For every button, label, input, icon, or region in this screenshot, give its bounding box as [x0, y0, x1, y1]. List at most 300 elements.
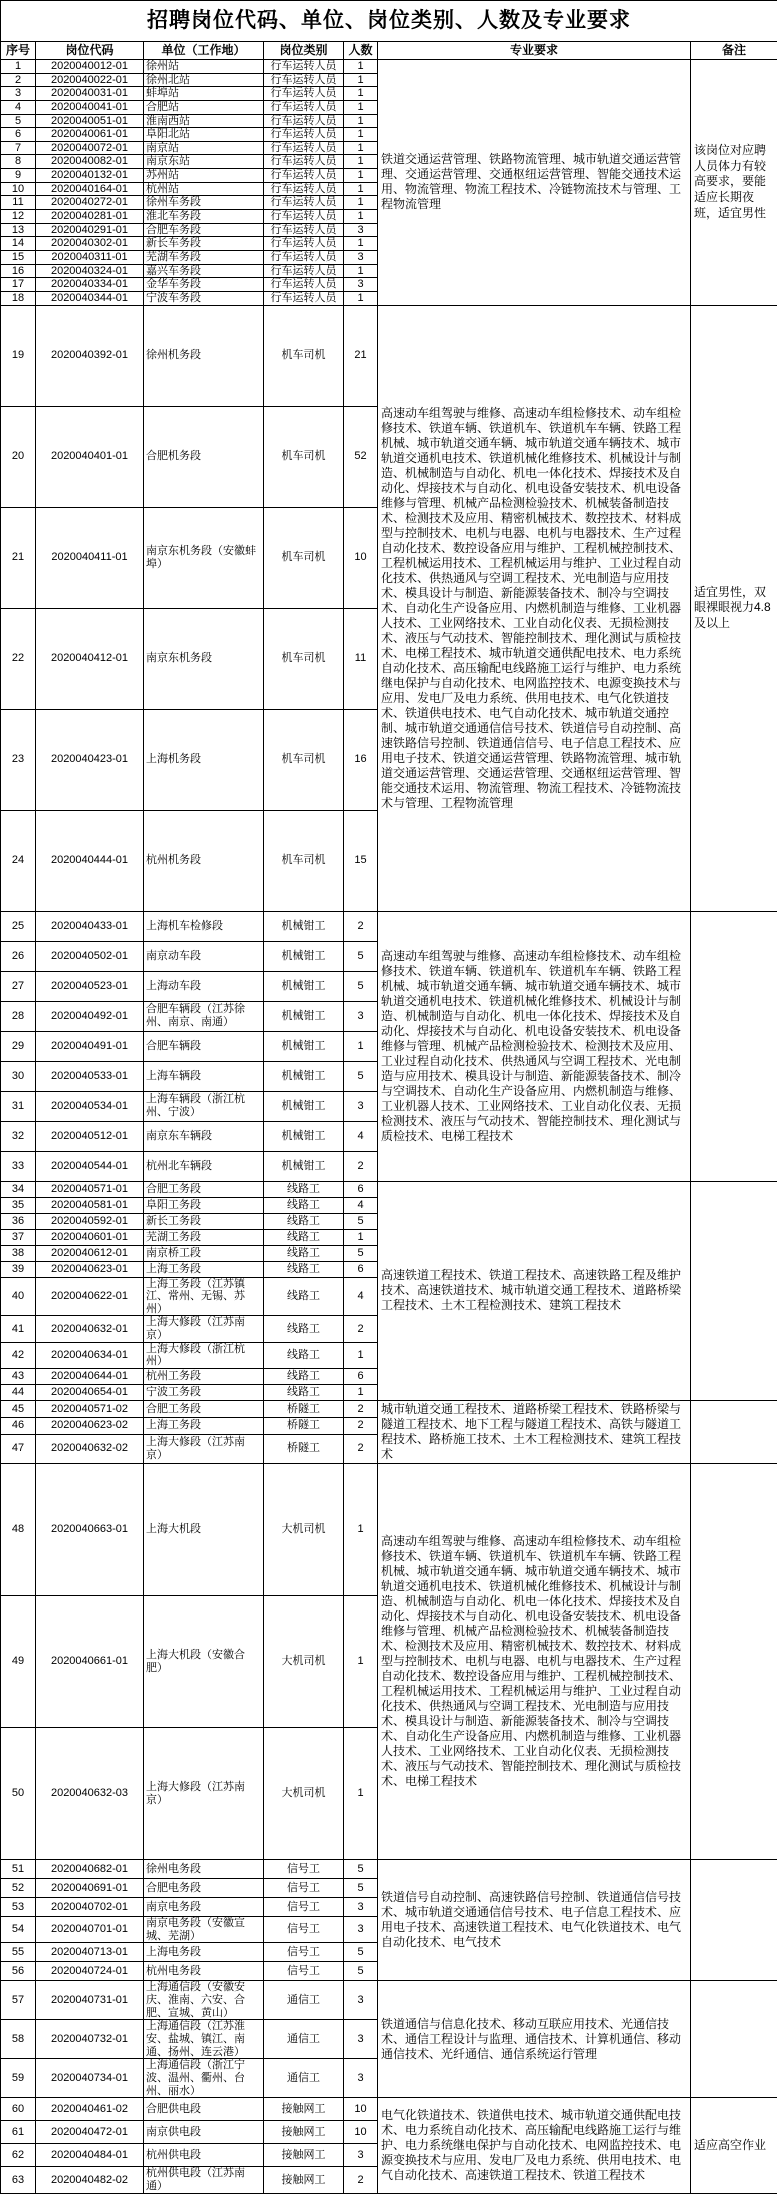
table-row	[1, 1464, 777, 1596]
cell-headcount: 1	[344, 141, 378, 155]
cell-headcount: 1	[344, 1229, 378, 1245]
cell-job-category: 机械钳工	[264, 1151, 344, 1181]
cell-row-number: 8	[1, 155, 36, 169]
cell-headcount: 1	[344, 1596, 378, 1728]
cell-job-code: 2020040051-01	[36, 114, 144, 128]
cell-work-unit: 上海大修段（江苏南京）	[144, 1434, 264, 1463]
cell-job-category: 机械钳工	[264, 941, 344, 971]
cell-work-unit: 合肥车辆段（江苏徐州、南京、南通）	[144, 1001, 264, 1031]
cell-job-category: 行车运转人员	[264, 291, 344, 305]
cell-headcount: 3	[344, 1981, 378, 2020]
cell-work-unit: 南京站	[144, 141, 264, 155]
cell-job-category: 机械钳工	[264, 971, 344, 1001]
cell-row-number: 43	[1, 1369, 36, 1385]
cell-work-unit: 杭州供电段（江苏南通）	[144, 2167, 264, 2193]
cell-requirement: 铁道通信与信息化技术、移动互联应用技术、光通信技术、通信工程设计与监理、通信技术、计算机通信、移动通信技术、光纤通信、通信系统运行管理	[378, 1981, 691, 2098]
cell-job-category: 线路工	[264, 1316, 344, 1342]
cell-headcount: 5	[344, 971, 378, 1001]
cell-row-number: 58	[1, 2020, 36, 2059]
cell-headcount: 5	[344, 1943, 378, 1962]
cell-job-code: 2020040401-01	[36, 406, 144, 507]
cell-headcount: 1	[344, 210, 378, 224]
cell-row-number: 10	[1, 182, 36, 196]
cell-job-code: 2020040533-01	[36, 1061, 144, 1091]
cell-headcount: 3	[344, 2059, 378, 2098]
cell-job-category: 大机司机	[264, 1728, 344, 1860]
table-row	[1, 2098, 777, 2121]
cell-requirement: 城市轨道交通工程技术、道路桥梁工程技术、铁路桥梁与隧道工程技术、地下工程与隧道工程技术、高铁与隧道工程技术、路桥施工技术、土木工程检测技术、建筑工程技术	[378, 1401, 691, 1464]
cell-job-code: 2020040534-01	[36, 1091, 144, 1121]
table-row	[1, 60, 777, 74]
cell-job-category: 通信工	[264, 2059, 344, 2098]
cell-row-number: 34	[1, 1181, 36, 1197]
cell-job-category: 行车运转人员	[264, 60, 344, 74]
cell-work-unit: 徐州电务段	[144, 1860, 264, 1879]
cell-work-unit: 徐州机务段	[144, 305, 264, 406]
cell-job-category: 线路工	[264, 1342, 344, 1368]
cell-headcount: 1	[344, 182, 378, 196]
cell-row-number: 29	[1, 1031, 36, 1061]
cell-work-unit: 杭州工务段	[144, 1369, 264, 1385]
cell-job-category: 信号工	[264, 1917, 344, 1943]
cell-job-category: 机车司机	[264, 709, 344, 810]
cell-row-number: 37	[1, 1229, 36, 1245]
cell-work-unit: 上海车辆段	[144, 1061, 264, 1091]
cell-job-code: 2020040523-01	[36, 971, 144, 1001]
cell-job-code: 2020040734-01	[36, 2059, 144, 2098]
cell-row-number: 44	[1, 1385, 36, 1401]
cell-remark	[691, 911, 777, 1181]
cell-row-number: 4	[1, 100, 36, 114]
cell-job-code: 2020040472-01	[36, 2121, 144, 2144]
cell-headcount: 1	[344, 237, 378, 251]
cell-job-code: 2020040291-01	[36, 223, 144, 237]
cell-job-category: 行车运转人员	[264, 223, 344, 237]
cell-requirement: 电气化铁道技术、铁道供电技术、城市轨道交通供配电技术、电力系统自动化技术、高压输配电线路施工运行与维护、电力系统继电保护与自动化技术、电网监控技术、电源变换技术与应用、发电厂及电力系统、供用电技术、电气自动化技术、高速铁道工程技术、铁道工程技术	[378, 2098, 691, 2193]
cell-work-unit: 南京东站	[144, 155, 264, 169]
cell-headcount: 2	[344, 1316, 378, 1342]
cell-work-unit: 宁波车务段	[144, 291, 264, 305]
cell-row-number: 53	[1, 1898, 36, 1917]
cell-work-unit: 合肥站	[144, 100, 264, 114]
cell-work-unit: 徐州北站	[144, 73, 264, 87]
cell-job-category: 大机司机	[264, 1464, 344, 1596]
cell-job-code: 2020040512-01	[36, 1121, 144, 1151]
cell-job-category: 线路工	[264, 1213, 344, 1229]
cell-row-number: 40	[1, 1277, 36, 1316]
cell-job-category: 线路工	[264, 1229, 344, 1245]
cell-headcount: 11	[344, 608, 378, 709]
cell-job-code: 2020040324-01	[36, 264, 144, 278]
cell-job-code: 2020040702-01	[36, 1898, 144, 1917]
cell-headcount: 3	[344, 278, 378, 292]
cell-headcount: 5	[344, 1061, 378, 1091]
cell-job-category: 行车运转人员	[264, 237, 344, 251]
job-table-body	[1, 60, 777, 2194]
cell-headcount: 5	[344, 1962, 378, 1981]
cell-work-unit: 上海工务段（江苏镇江、常州、无锡、苏州）	[144, 1277, 264, 1316]
cell-job-category: 行车运转人员	[264, 182, 344, 196]
cell-job-code: 2020040632-03	[36, 1728, 144, 1860]
cell-job-code: 2020040713-01	[36, 1943, 144, 1962]
cell-row-number: 22	[1, 608, 36, 709]
cell-job-code: 2020040444-01	[36, 810, 144, 911]
cell-row-number: 15	[1, 250, 36, 264]
cell-job-category: 信号工	[264, 1962, 344, 1981]
cell-job-category: 行车运转人员	[264, 264, 344, 278]
cell-job-category: 接触网工	[264, 2144, 344, 2167]
cell-row-number: 3	[1, 87, 36, 101]
cell-headcount: 5	[344, 1245, 378, 1261]
cell-headcount: 52	[344, 406, 378, 507]
cell-job-category: 行车运转人员	[264, 169, 344, 183]
cell-job-code: 2020040482-02	[36, 2167, 144, 2193]
cell-headcount: 1	[344, 264, 378, 278]
cell-job-code: 2020040412-01	[36, 608, 144, 709]
cell-headcount: 1	[344, 114, 378, 128]
cell-job-code: 2020040392-01	[36, 305, 144, 406]
cell-work-unit: 上海工务段	[144, 1417, 264, 1434]
cell-requirement: 高速铁道工程技术、铁道工程技术、高速铁路工程及维护技术、高速铁道技术、城市轨道交通工程技术、道路桥梁工程技术、土木工程检测技术、建筑工程技术	[378, 1181, 691, 1400]
cell-job-category: 线路工	[264, 1197, 344, 1213]
cell-work-unit: 上海通信段（江苏淮安、盐城、镇江、南通、扬州、连云港）	[144, 2020, 264, 2059]
cell-job-category: 信号工	[264, 1879, 344, 1898]
cell-job-category: 机车司机	[264, 305, 344, 406]
cell-work-unit: 上海动车段	[144, 971, 264, 1001]
cell-work-unit: 淮北车务段	[144, 210, 264, 224]
cell-job-category: 线路工	[264, 1385, 344, 1401]
cell-work-unit: 苏州站	[144, 169, 264, 183]
cell-work-unit: 南京桥工段	[144, 1245, 264, 1261]
cell-job-category: 机械钳工	[264, 1091, 344, 1121]
cell-job-code: 2020040072-01	[36, 141, 144, 155]
cell-headcount: 10	[344, 2098, 378, 2121]
cell-work-unit: 上海电务段	[144, 1943, 264, 1962]
cell-headcount: 10	[344, 507, 378, 608]
cell-headcount: 10	[344, 2121, 378, 2144]
cell-headcount: 1	[344, 1342, 378, 1368]
cell-job-category: 大机司机	[264, 1596, 344, 1728]
cell-work-unit: 上海机务段	[144, 709, 264, 810]
cell-requirement: 高速动车组驾驶与维修、高速动车组检修技术、动车组检修技术、铁道车辆、铁道机车、铁道机车车辆、铁路工程机械、城市轨道交通车辆、城市轨道交通车辆技术、城市轨道交通机电技术、铁道机械化维修技术、机械设计与制造、机械制造与自动化、机电一体化技术、焊接技术及自动化、焊接技术与自动化、机电设备安装技术、机电设备维修与管理、机械产品检测检验技术、检测技术及应用、工业过程自动化技术、供热通风与空调工程技术、光电制造与应用技术、模具设计与制造、新能源装备技术、制冷与空调技术、自动化生产设备应用、内燃机制造与维修、工业机器人技术、工业网络技术、工业自动化仪表、无损检测技术、液压与气动技术、智能控制技术、理化测试与质检技术、电梯工程技术	[378, 911, 691, 1181]
cell-work-unit: 杭州站	[144, 182, 264, 196]
cell-row-number: 7	[1, 141, 36, 155]
cell-job-code: 2020040732-01	[36, 2020, 144, 2059]
cell-headcount: 3	[344, 223, 378, 237]
cell-remark	[691, 1181, 777, 1400]
cell-headcount: 2	[344, 1417, 378, 1434]
cell-job-category: 机车司机	[264, 507, 344, 608]
cell-row-number: 2	[1, 73, 36, 87]
cell-work-unit: 南京动车段	[144, 941, 264, 971]
cell-job-category: 接触网工	[264, 2167, 344, 2193]
cell-job-category: 桥隧工	[264, 1401, 344, 1418]
cell-work-unit: 南京电务段（安徽宣城、芜湖）	[144, 1917, 264, 1943]
cell-work-unit: 合肥工务段	[144, 1401, 264, 1418]
cell-row-number: 33	[1, 1151, 36, 1181]
cell-row-number: 42	[1, 1342, 36, 1368]
cell-job-category: 行车运转人员	[264, 278, 344, 292]
cell-remark	[691, 1981, 777, 2098]
column-header-requirement: 专业要求	[378, 42, 691, 60]
cell-remark: 适宜男性，双眼裸眼视力4.8及以上	[691, 305, 777, 911]
cell-job-code: 2020040491-01	[36, 1031, 144, 1061]
column-header-no: 序号	[1, 42, 36, 60]
title-row	[1, 1, 777, 42]
cell-headcount: 2	[344, 911, 378, 941]
cell-headcount: 2	[344, 1434, 378, 1463]
cell-job-code: 2020040502-01	[36, 941, 144, 971]
cell-row-number: 32	[1, 1121, 36, 1151]
cell-row-number: 31	[1, 1091, 36, 1121]
cell-headcount: 1	[344, 60, 378, 74]
cell-job-code: 2020040164-01	[36, 182, 144, 196]
cell-headcount: 16	[344, 709, 378, 810]
cell-work-unit: 阜阳北站	[144, 128, 264, 142]
cell-row-number: 60	[1, 2098, 36, 2121]
cell-job-code: 2020040623-01	[36, 1261, 144, 1277]
cell-row-number: 9	[1, 169, 36, 183]
cell-row-number: 39	[1, 1261, 36, 1277]
cell-job-category: 行车运转人员	[264, 87, 344, 101]
cell-job-category: 信号工	[264, 1860, 344, 1879]
cell-row-number: 12	[1, 210, 36, 224]
cell-work-unit: 上海通信段（浙江宁波、温州、衢州、台州、丽水）	[144, 2059, 264, 2098]
cell-work-unit: 徐州站	[144, 60, 264, 74]
cell-headcount: 6	[344, 1261, 378, 1277]
cell-work-unit: 上海大机段	[144, 1464, 264, 1596]
cell-job-category: 机车司机	[264, 608, 344, 709]
cell-job-code: 2020040691-01	[36, 1879, 144, 1898]
cell-work-unit: 上海车辆段（浙江杭州、宁波）	[144, 1091, 264, 1121]
cell-job-code: 2020040461-02	[36, 2098, 144, 2121]
cell-headcount: 4	[344, 1121, 378, 1151]
cell-headcount: 5	[344, 1213, 378, 1229]
cell-job-code: 2020040411-01	[36, 507, 144, 608]
cell-headcount: 3	[344, 1917, 378, 1943]
cell-job-category: 接触网工	[264, 2121, 344, 2144]
cell-row-number: 48	[1, 1464, 36, 1596]
table-row	[1, 1981, 777, 2020]
cell-job-category: 机械钳工	[264, 1061, 344, 1091]
column-header-category: 岗位类别	[264, 42, 344, 60]
cell-work-unit: 宁波工务段	[144, 1385, 264, 1401]
cell-headcount: 1	[344, 291, 378, 305]
cell-job-code: 2020040334-01	[36, 278, 144, 292]
cell-headcount: 1	[344, 169, 378, 183]
cell-job-category: 信号工	[264, 1943, 344, 1962]
cell-job-category: 机械钳工	[264, 1031, 344, 1061]
cell-work-unit: 上海大机段（安徽合肥）	[144, 1596, 264, 1728]
cell-work-unit: 淮南西站	[144, 114, 264, 128]
cell-row-number: 13	[1, 223, 36, 237]
cell-row-number: 26	[1, 941, 36, 971]
cell-work-unit: 新长车务段	[144, 237, 264, 251]
cell-remark	[691, 1401, 777, 1464]
cell-row-number: 30	[1, 1061, 36, 1091]
cell-job-code: 2020040132-01	[36, 169, 144, 183]
cell-job-category: 线路工	[264, 1277, 344, 1316]
cell-job-code: 2020040022-01	[36, 73, 144, 87]
cell-row-number: 14	[1, 237, 36, 251]
cell-job-category: 行车运转人员	[264, 210, 344, 224]
cell-row-number: 46	[1, 1417, 36, 1434]
cell-row-number: 36	[1, 1213, 36, 1229]
table-row	[1, 305, 777, 406]
cell-job-code: 2020040682-01	[36, 1860, 144, 1879]
cell-job-code: 2020040644-01	[36, 1369, 144, 1385]
cell-job-code: 2020040634-01	[36, 1342, 144, 1368]
cell-work-unit: 南京供电段	[144, 2121, 264, 2144]
cell-job-category: 机械钳工	[264, 1001, 344, 1031]
cell-remark: 适应高空作业	[691, 2098, 777, 2193]
cell-job-code: 2020040632-02	[36, 1434, 144, 1463]
cell-job-code: 2020040661-01	[36, 1596, 144, 1728]
cell-headcount: 1	[344, 73, 378, 87]
cell-job-category: 行车运转人员	[264, 141, 344, 155]
cell-headcount: 5	[344, 1879, 378, 1898]
cell-row-number: 5	[1, 114, 36, 128]
cell-row-number: 62	[1, 2144, 36, 2167]
cell-work-unit: 合肥车务段	[144, 223, 264, 237]
cell-work-unit: 杭州电务段	[144, 1962, 264, 1981]
cell-headcount: 1	[344, 100, 378, 114]
cell-work-unit: 上海通信段（安徽安庆、淮南、六安、合肥、宣城、黄山）	[144, 1981, 264, 2020]
cell-job-code: 2020040731-01	[36, 1981, 144, 2020]
cell-job-code: 2020040433-01	[36, 911, 144, 941]
cell-job-code: 2020040632-01	[36, 1316, 144, 1342]
cell-job-code: 2020040724-01	[36, 1962, 144, 1981]
cell-remark: 该岗位对应聘人员体力有较高要求，要能适应长期夜班，适宜男性	[691, 60, 777, 306]
page-title: 招聘岗位代码、单位、岗位类别、人数及专业要求	[1, 1, 777, 42]
cell-row-number: 17	[1, 278, 36, 292]
cell-job-code: 2020040592-01	[36, 1213, 144, 1229]
cell-row-number: 19	[1, 305, 36, 406]
cell-work-unit: 南京东机务段	[144, 608, 264, 709]
cell-job-category: 信号工	[264, 1898, 344, 1917]
cell-row-number: 1	[1, 60, 36, 74]
cell-requirement: 高速动车组驾驶与维修、高速动车组检修技术、动车组检修技术、铁道车辆、铁道机车、铁道机车车辆、铁路工程机械、城市轨道交通车辆、城市轨道交通车辆技术、城市轨道交通机电技术、铁道机械化维修技术、机械设计与制造、机械制造与自动化、机电一体化技术、焊接技术及自动化、焊接技术与自动化、机电设备安装技术、机电设备维修与管理、机械产品检测检验技术、机械装备制造技术、检测技术及应用、精密机械技术、数控技术、材料成型与控制技术、电机与电器、电机与电器技术、生产过程自动化技术、数控设备应用与维护、工程机械控制技术、工程机械运用技术、工程机械运用与维护、工业过程自动化技术、供热通风与空调工程技术、光电制造与应用技术、模具设计与制造、新能源装备技术、制冷与空调技术、自动化生产设备应用、内燃机制造与维修、工业机器人技术、工业网络技术、工业自动化仪表、无损检测技术、液压与气动技术、智能控制技术、理化测试与质检技术、电梯工程技术	[378, 1464, 691, 1860]
cell-work-unit: 合肥供电段	[144, 2098, 264, 2121]
header-row	[1, 42, 777, 60]
cell-job-category: 机械钳工	[264, 911, 344, 941]
cell-job-category: 行车运转人员	[264, 100, 344, 114]
cell-job-code: 2020040663-01	[36, 1464, 144, 1596]
cell-job-category: 机械钳工	[264, 1121, 344, 1151]
cell-job-category: 通信工	[264, 1981, 344, 2020]
cell-job-category: 线路工	[264, 1245, 344, 1261]
cell-work-unit: 南京东车辆段	[144, 1121, 264, 1151]
cell-headcount: 2	[344, 1401, 378, 1418]
cell-job-code: 2020040601-01	[36, 1229, 144, 1245]
cell-headcount: 6	[344, 1181, 378, 1197]
cell-job-code: 2020040272-01	[36, 196, 144, 210]
cell-row-number: 41	[1, 1316, 36, 1342]
cell-headcount: 1	[344, 1728, 378, 1860]
cell-row-number: 25	[1, 911, 36, 941]
cell-row-number: 59	[1, 2059, 36, 2098]
cell-headcount: 21	[344, 305, 378, 406]
cell-job-code: 2020040581-01	[36, 1197, 144, 1213]
cell-job-code: 2020040612-01	[36, 1245, 144, 1261]
cell-headcount: 5	[344, 1860, 378, 1879]
cell-work-unit: 新长工务段	[144, 1213, 264, 1229]
cell-headcount: 3	[344, 2020, 378, 2059]
cell-work-unit: 合肥机务段	[144, 406, 264, 507]
cell-headcount: 4	[344, 1277, 378, 1316]
cell-headcount: 2	[344, 1151, 378, 1181]
cell-requirement: 铁道交通运营管理、铁路物流管理、城市轨道交通运营管理、交通运营管理、交通枢纽运营管理、智能交通技术运用、物流管理、物流工程技术、冷链物流技术与管理、工程物流管理	[378, 60, 691, 306]
cell-row-number: 21	[1, 507, 36, 608]
cell-row-number: 56	[1, 1962, 36, 1981]
cell-job-category: 行车运转人员	[264, 128, 344, 142]
cell-work-unit: 杭州供电段	[144, 2144, 264, 2167]
cell-remark	[691, 1464, 777, 1860]
cell-work-unit: 徐州车务段	[144, 196, 264, 210]
cell-job-category: 线路工	[264, 1181, 344, 1197]
cell-job-category: 行车运转人员	[264, 250, 344, 264]
cell-job-code: 2020040622-01	[36, 1277, 144, 1316]
cell-headcount: 6	[344, 1369, 378, 1385]
cell-job-category: 行车运转人员	[264, 73, 344, 87]
cell-job-code: 2020040281-01	[36, 210, 144, 224]
cell-job-code: 2020040012-01	[36, 60, 144, 74]
cell-job-category: 桥隧工	[264, 1434, 344, 1463]
cell-row-number: 50	[1, 1728, 36, 1860]
column-header-count: 人数	[344, 42, 378, 60]
cell-row-number: 16	[1, 264, 36, 278]
cell-job-code: 2020040082-01	[36, 155, 144, 169]
cell-headcount: 1	[344, 196, 378, 210]
cell-row-number: 57	[1, 1981, 36, 2020]
cell-job-category: 行车运转人员	[264, 155, 344, 169]
cell-work-unit: 合肥车辆段	[144, 1031, 264, 1061]
cell-row-number: 38	[1, 1245, 36, 1261]
cell-job-code: 2020040571-02	[36, 1401, 144, 1418]
cell-headcount: 1	[344, 1031, 378, 1061]
cell-row-number: 35	[1, 1197, 36, 1213]
cell-job-code: 2020040492-01	[36, 1001, 144, 1031]
cell-job-code: 2020040423-01	[36, 709, 144, 810]
cell-headcount: 1	[344, 87, 378, 101]
cell-job-category: 线路工	[264, 1261, 344, 1277]
cell-work-unit: 南京东机务段（安徽蚌埠）	[144, 507, 264, 608]
cell-job-category: 通信工	[264, 2020, 344, 2059]
cell-work-unit: 上海工务段	[144, 1261, 264, 1277]
cell-job-category: 机车司机	[264, 406, 344, 507]
cell-row-number: 20	[1, 406, 36, 507]
cell-job-code: 2020040484-01	[36, 2144, 144, 2167]
cell-job-code: 2020040031-01	[36, 87, 144, 101]
column-header-unit: 单位（工作地）	[144, 42, 264, 60]
cell-work-unit: 芜湖工务段	[144, 1229, 264, 1245]
cell-job-code: 2020040311-01	[36, 250, 144, 264]
cell-job-code: 2020040701-01	[36, 1917, 144, 1943]
cell-job-category: 行车运转人员	[264, 196, 344, 210]
cell-headcount: 4	[344, 1197, 378, 1213]
cell-work-unit: 蚌埠站	[144, 87, 264, 101]
cell-headcount: 1	[344, 155, 378, 169]
cell-row-number: 51	[1, 1860, 36, 1879]
cell-headcount: 3	[344, 250, 378, 264]
cell-headcount: 2	[344, 2167, 378, 2193]
cell-job-category: 线路工	[264, 1369, 344, 1385]
cell-headcount: 15	[344, 810, 378, 911]
cell-row-number: 27	[1, 971, 36, 1001]
cell-work-unit: 合肥电务段	[144, 1879, 264, 1898]
cell-work-unit: 上海大修段（浙江杭州）	[144, 1342, 264, 1368]
cell-work-unit: 上海大修段（江苏南京）	[144, 1316, 264, 1342]
